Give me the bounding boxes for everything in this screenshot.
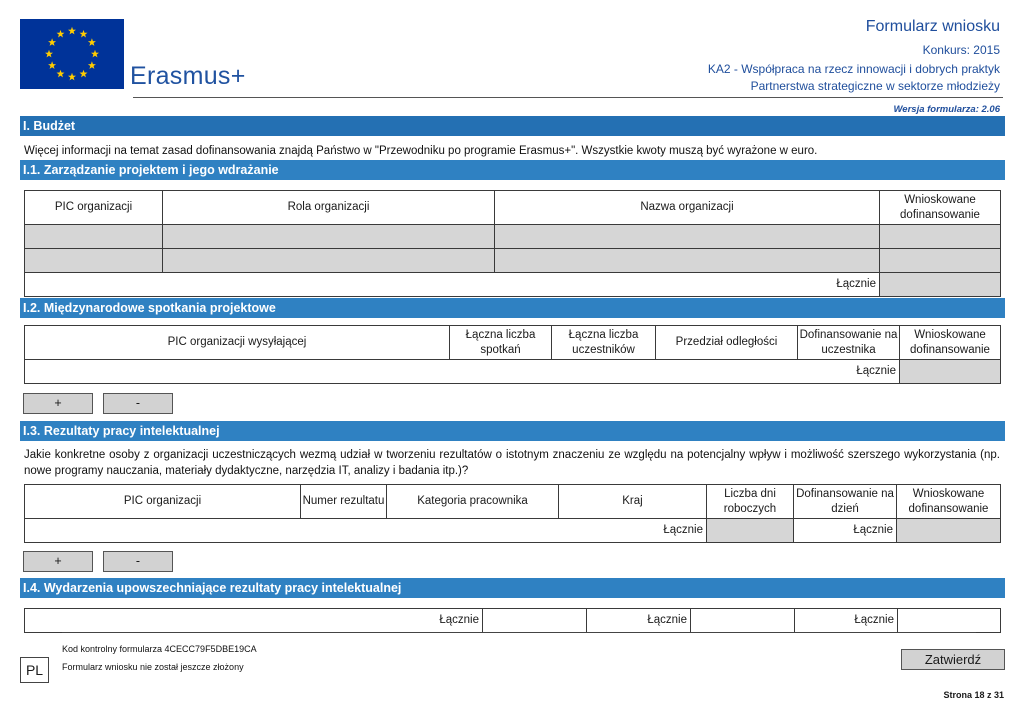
pic-cell[interactable] bbox=[25, 249, 163, 273]
section-1-3-header: I.3. Rezultaty pracy intelektualnej bbox=[20, 421, 1005, 441]
submission-status-text: Formularz wniosku nie został jeszcze złożony bbox=[62, 662, 244, 672]
col-header-requested-grant: Wnioskowane dofinansowanie bbox=[880, 191, 1001, 225]
col-header-country: Kraj bbox=[559, 485, 707, 519]
star-icon bbox=[68, 73, 76, 81]
col-header-meetings-count: Łączna liczba spotkań bbox=[450, 326, 552, 360]
page-number: Strona 18 z 31 bbox=[943, 690, 1004, 700]
col-header-requested-grant: Wnioskowane dofinansowanie bbox=[900, 326, 1001, 360]
total-label: Łącznie bbox=[795, 609, 898, 633]
requested-grant-cell[interactable] bbox=[880, 249, 1001, 273]
language-badge: PL bbox=[20, 657, 49, 683]
budget-info-text: Więcej informacji na temat zasad dofinansowania znajdą Państwo w "Przewodniku po programie Erasmus+". Wszystkie kwoty muszą być wyrażone w euro. bbox=[24, 145, 818, 157]
add-row-button[interactable]: + bbox=[23, 393, 93, 414]
checksum-text: Kod kontrolny formularza 4CECC79F5DBE19CA bbox=[62, 644, 257, 654]
section-budget-header: I. Budżet bbox=[20, 116, 1005, 136]
col-header-sending-pic: PIC organizacji wysyłającej bbox=[25, 326, 450, 360]
col-header-org-name: Nazwa organizacji bbox=[495, 191, 880, 225]
total-value-cell bbox=[897, 519, 1001, 543]
org-name-cell[interactable] bbox=[495, 249, 880, 273]
intellectual-outputs-question: Jakie konkretne osoby z organizacji uczestniczących wezmą udział w tworzeniu rezultatów o istotnym znaczeniu ze względu na potencjalny wpływ i możliwość szerszego wykorzystania (np. nowe programy nauczania, materiały dydaktyczne, narzędzia IT, analizy i badania itp.)? bbox=[24, 449, 1000, 477]
star-icon bbox=[57, 30, 65, 38]
section-1-2-header: I.2. Międzynarodowe spotkania projektowe bbox=[20, 298, 1005, 318]
form-version: Wersja formularza: 2.06 bbox=[893, 104, 1000, 115]
col-header-grant-per-participant: Dofinansowanie na uczestnika bbox=[798, 326, 900, 360]
table-row bbox=[25, 225, 1001, 249]
org-name-cell[interactable] bbox=[495, 225, 880, 249]
intellectual-outputs-table bbox=[24, 484, 1001, 543]
total-label: Łącznie bbox=[25, 360, 900, 384]
total-label: Łącznie bbox=[25, 519, 707, 543]
remove-row-button[interactable]: - bbox=[103, 551, 173, 572]
star-icon bbox=[68, 27, 76, 35]
col-header-distance-band: Przedział odległości bbox=[656, 326, 798, 360]
eu-flag-logo bbox=[20, 19, 124, 89]
total-value-cell bbox=[900, 360, 1001, 384]
total-value-cell bbox=[898, 609, 1001, 633]
total-days-cell bbox=[707, 519, 794, 543]
star-icon bbox=[48, 38, 56, 46]
erasmus-brand: Erasmus+ bbox=[130, 62, 246, 90]
role-cell[interactable] bbox=[163, 225, 495, 249]
pic-cell[interactable] bbox=[25, 225, 163, 249]
form-title: Formularz wniosku bbox=[865, 18, 1000, 35]
remove-row-button[interactable]: - bbox=[103, 393, 173, 414]
total-label: Łącznie bbox=[587, 609, 691, 633]
section-1-4-header: I.4. Wydarzenia upowszechniające rezultaty pracy intelektualnej bbox=[20, 578, 1005, 598]
total-label: Łącznie bbox=[25, 609, 483, 633]
col-header-working-days: Liczba dni roboczych bbox=[707, 485, 794, 519]
meetings-table bbox=[24, 325, 1001, 384]
total-label: Łącznie bbox=[794, 519, 897, 543]
star-icon bbox=[80, 70, 88, 78]
col-header-requested-grant: Wnioskowane dofinansowanie bbox=[897, 485, 1001, 519]
col-header-output-number: Numer rezultatu bbox=[301, 485, 387, 519]
eu-stars-icon bbox=[20, 19, 124, 89]
col-header-staff-category: Kategoria pracownika bbox=[387, 485, 559, 519]
table-row bbox=[25, 249, 1001, 273]
contest-label: Konkurs: 2015 bbox=[922, 43, 1000, 57]
add-row-button[interactable]: + bbox=[23, 551, 93, 572]
requested-grant-cell[interactable] bbox=[880, 225, 1001, 249]
header-divider bbox=[133, 97, 1003, 98]
submit-button[interactable]: Zatwierdź bbox=[901, 649, 1005, 670]
management-table bbox=[24, 190, 1001, 297]
section-1-1-header: I.1. Zarządzanie projektem i jego wdrażanie bbox=[20, 160, 1005, 180]
total-label: Łącznie bbox=[25, 273, 880, 297]
col-header-pic: PIC organizacji bbox=[25, 485, 301, 519]
sub-action-label: Partnerstwa strategiczne w sektorze młodzieży bbox=[750, 79, 1000, 93]
col-header-grant-per-day: Dofinansowanie na dzień bbox=[794, 485, 897, 519]
col-header-participants-count: Łączna liczba uczestników bbox=[552, 326, 656, 360]
multiplier-events-table bbox=[24, 608, 1001, 633]
key-action-label: KA2 - Współpraca na rzecz innowacji i dobrych praktyk bbox=[707, 62, 1000, 76]
total-value-cell bbox=[880, 273, 1001, 297]
star-icon bbox=[57, 70, 65, 78]
star-icon bbox=[48, 61, 56, 69]
total-value-cell bbox=[691, 609, 795, 633]
star-icon bbox=[91, 50, 99, 58]
star-icon bbox=[88, 38, 96, 46]
footer-divider bbox=[62, 632, 976, 633]
star-icon bbox=[88, 61, 96, 69]
star-icon bbox=[80, 30, 88, 38]
role-cell[interactable] bbox=[163, 249, 495, 273]
star-icon bbox=[45, 50, 53, 58]
col-header-pic: PIC organizacji bbox=[25, 191, 163, 225]
col-header-role: Rola organizacji bbox=[163, 191, 495, 225]
total-value-cell bbox=[483, 609, 587, 633]
